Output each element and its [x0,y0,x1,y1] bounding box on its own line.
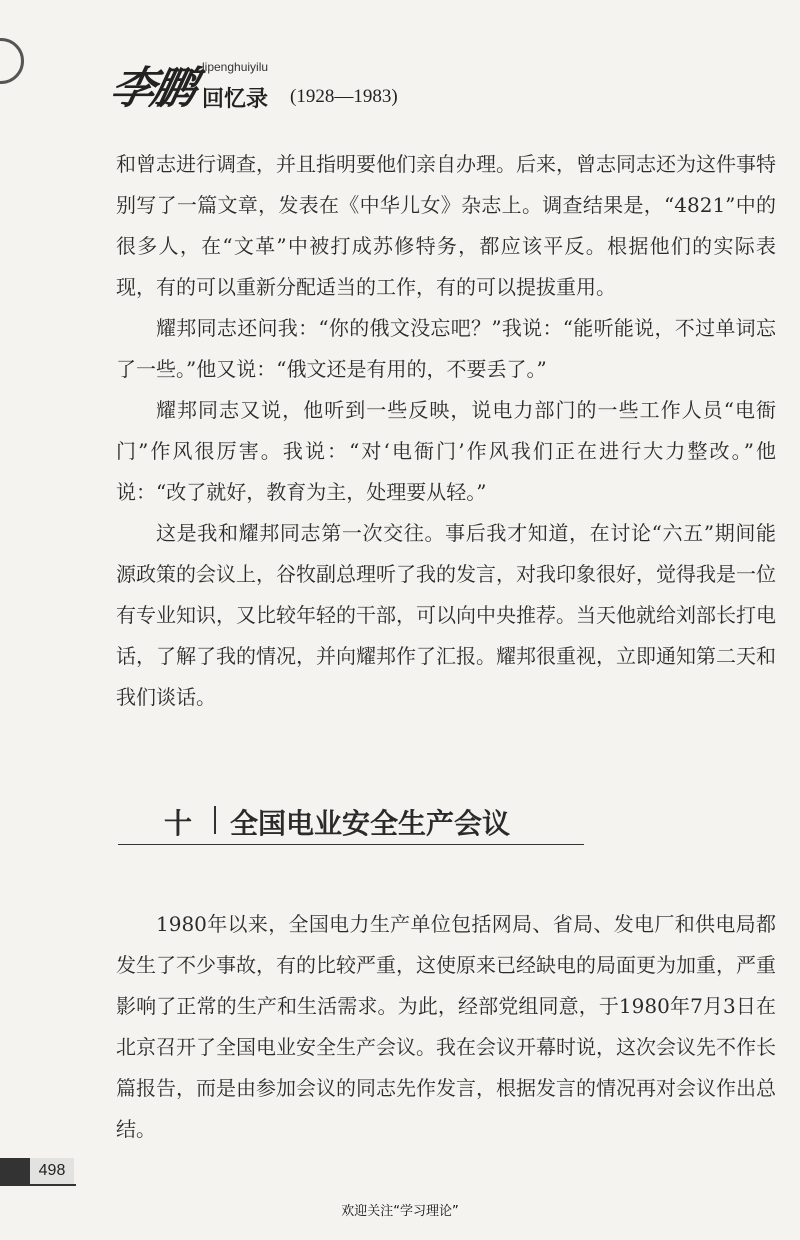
paragraph: 耀邦同志又说，他听到一些反映，说电力部门的一些工作人员“电衙门”作风很厉害。我说：“对‘电衙门’作风我们正在进行大力整改。”他说：“改了就好，教育为主，处理要从轻。” [116,398,776,504]
page-number-rule [0,1184,76,1186]
section-heading [118,800,584,845]
paragraph: 和曾志进行调查，并且指明要他们亲自办理。后来，曾志同志还为这件事特别写了一篇文章，发表在《中华儿女》杂志上。调查结果是，“4821”中的很多人，在“文革”中被打成苏修特务，都应该平反。根据他们的实际表现，有的可以重新分配适当的工作，有的可以提拔重用。 [116,152,776,299]
header-author-calligraphy: 李鹏 [105,63,199,114]
running-header [105,52,672,118]
header-years: (1928—1983) [290,86,398,107]
body-text-bottom [116,904,776,1150]
section-title: 全国电业安全生产会议 [230,807,511,840]
page-number: 498 [30,1158,74,1184]
page-number-bar [0,1158,30,1184]
header-pinyin: lipenghuiyilu [202,60,269,74]
page-number-tab [0,1158,76,1186]
section-divider [214,806,216,834]
paragraph: 1980年以来，全国电力生产单位包括网局、省局、发电厂和供电局都发生了不少事故，有的比较严重，这使原来已经缺电的局面更为加重，严重影响了正常的生产和生活需求。为此，经部党组同意，于1980年7月3日在北京召开了全国电业安全生产会议。我在会议开幕时说，这次会议先不作长篇报告，而是由参加会议的同志先作发言，根据发言的情况再对会议作出总结。 [116,912,776,1141]
corner-ring-mark [0,38,24,84]
header-title: 回忆录 [202,87,269,112]
paragraph: 耀邦同志还问我：“你的俄文没忘吧？”我说：“能听能说，不过单词忘了一些。”他又说：“俄文还是有用的，不要丢了。” [116,316,776,381]
paragraph: 这是我和耀邦同志第一次交往。事后我才知道，在讨论“六五”期间能源政策的会议上，谷牧副总理听了我的发言，对我印象很好，觉得我是一位有专业知识，又比较年轻的干部，可以向中央推荐。当天他就给刘部长打电话，了解了我的情况，并向耀邦作了汇报。耀邦很重视，立即通知第二天和我们谈话。 [116,521,776,709]
section-number: 十 [164,807,193,840]
body-text-top [116,144,776,718]
footer-note: 欢迎关注“学习理论” [341,1204,459,1219]
